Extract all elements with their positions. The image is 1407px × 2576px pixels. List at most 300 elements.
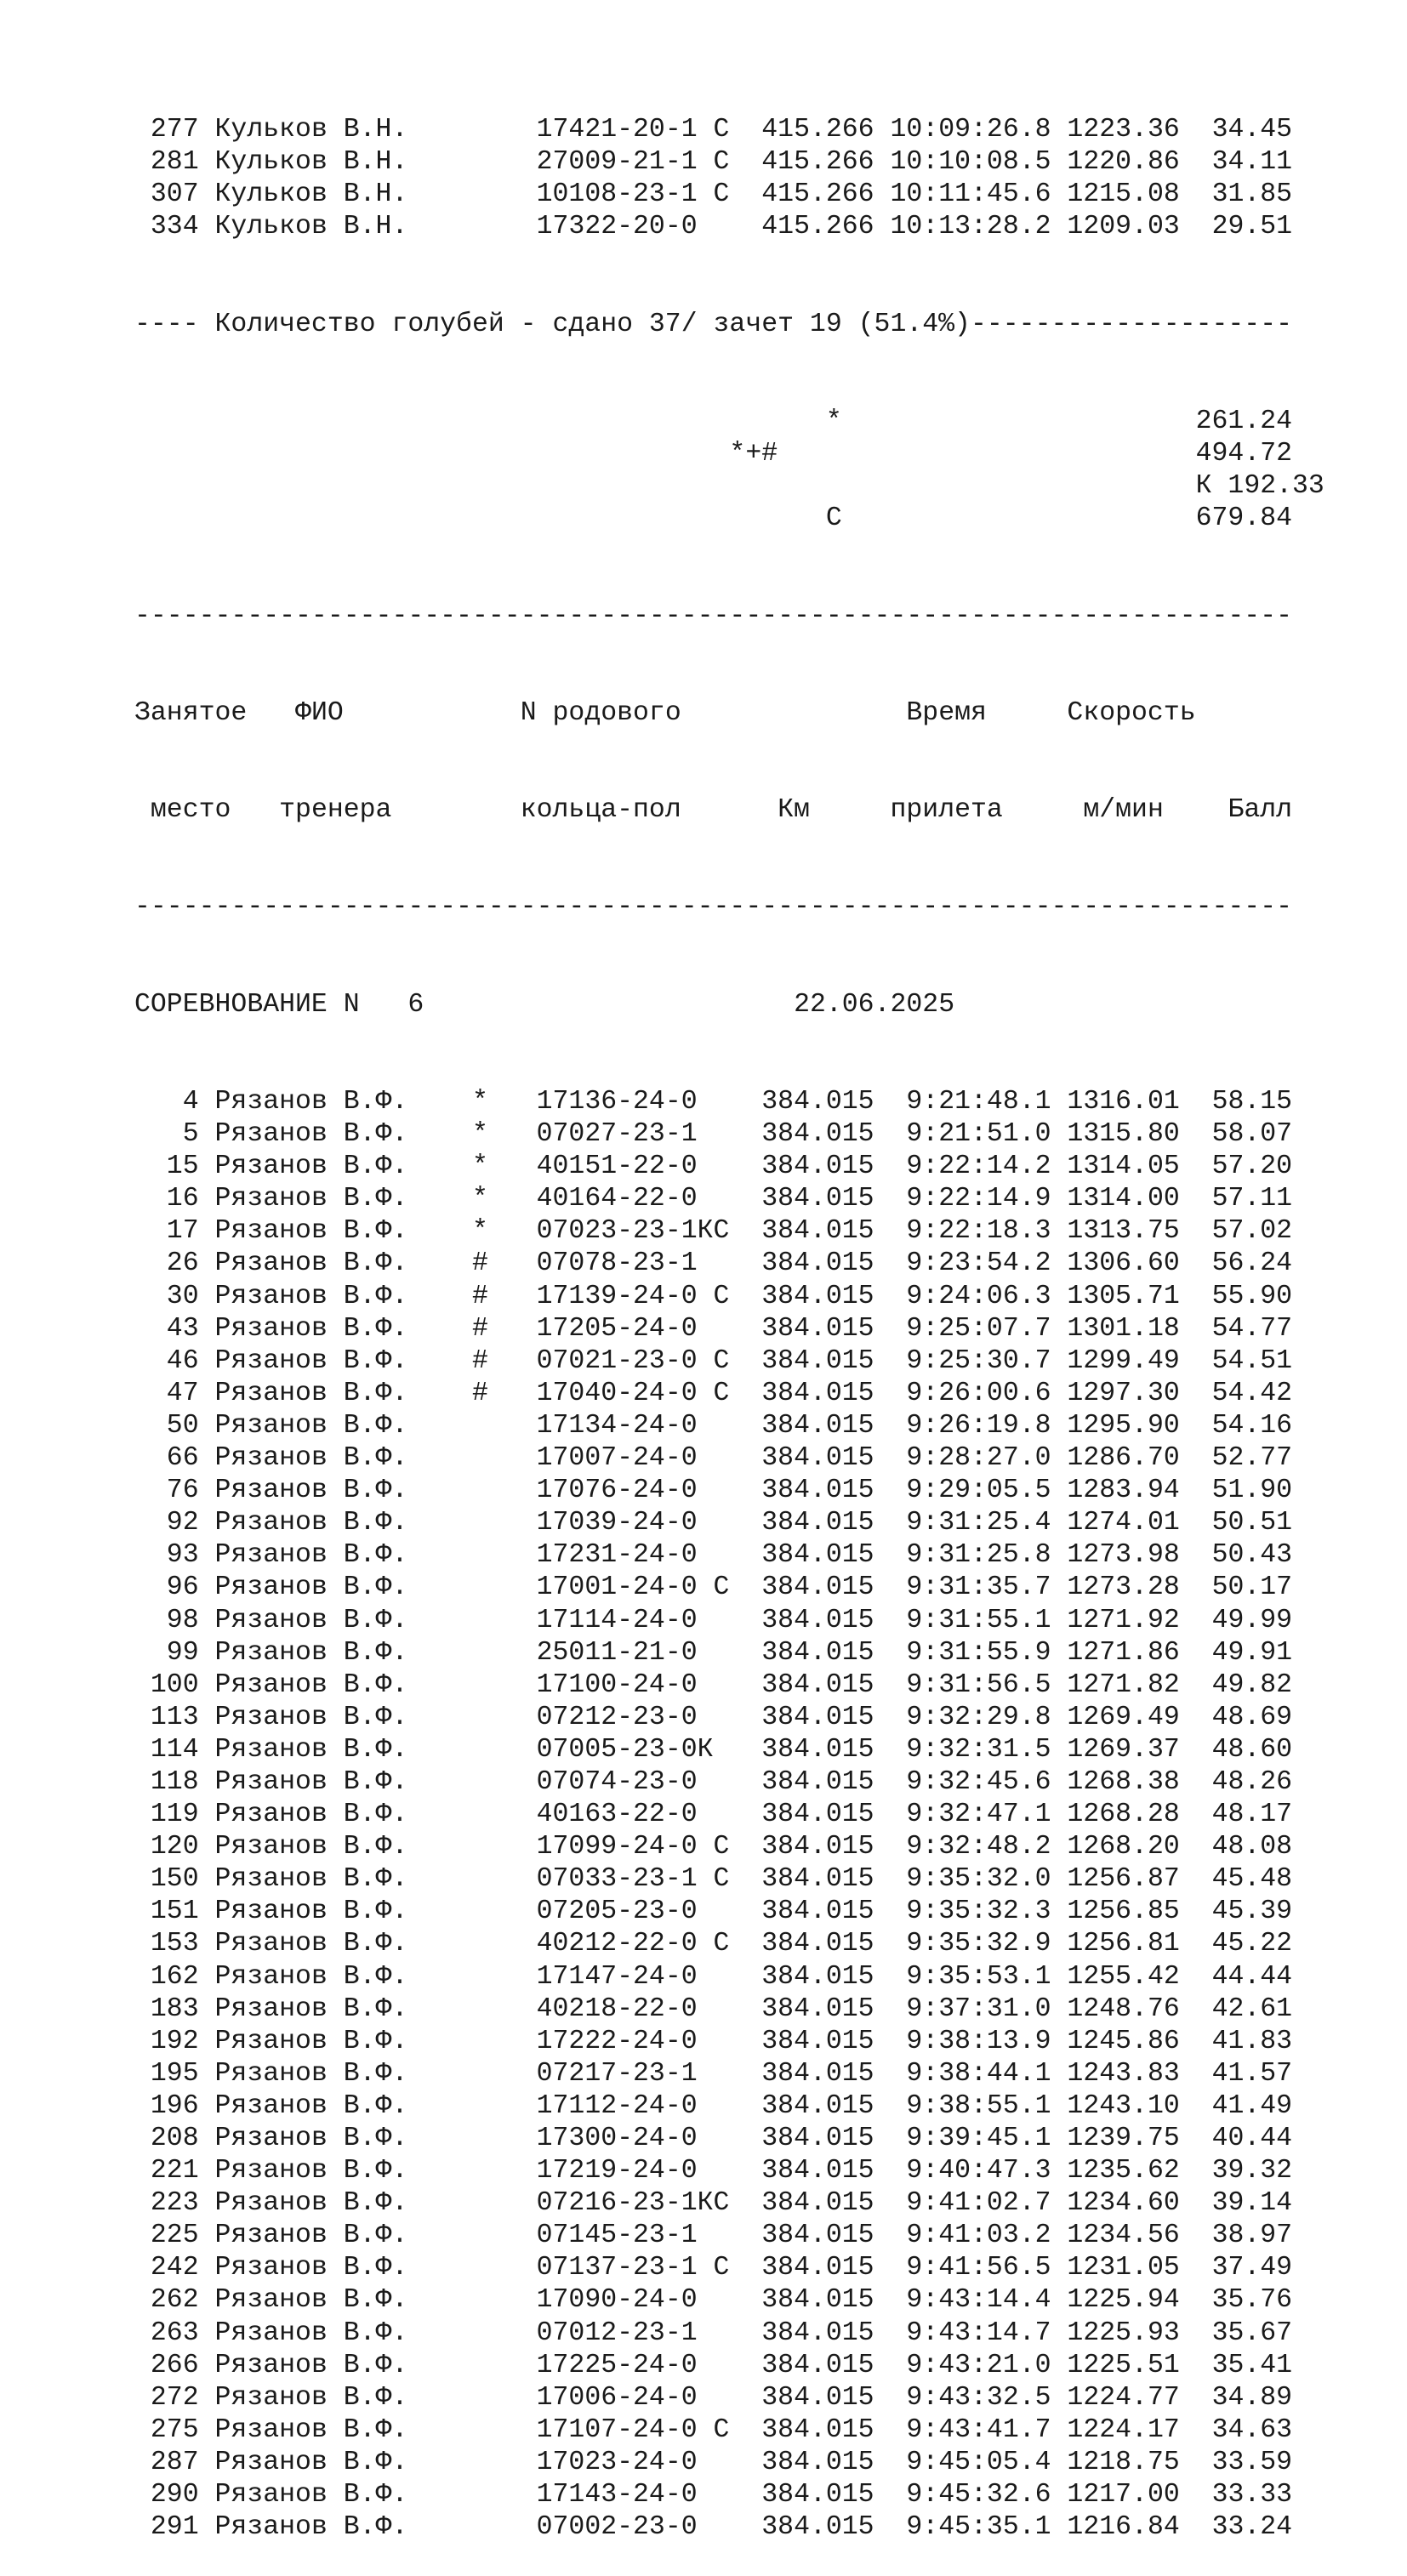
- score-cell: 54.42: [1179, 1378, 1293, 1408]
- mark-cell: [472, 2124, 537, 2153]
- table-row: [134, 1507, 1324, 1539]
- arrival-time-cell: 9:22:14.2: [890, 1152, 1051, 1182]
- trainer-name-cell: Рязанов В.Ф.: [214, 1087, 472, 1117]
- arrival-time-cell: 9:24:06.3: [890, 1281, 1051, 1311]
- mark-cell: [472, 1832, 537, 1862]
- mark-cell: [472, 1929, 537, 1959]
- ring-number-cell: 17023-24-0: [536, 2447, 746, 2477]
- place-cell: 153: [134, 1929, 199, 1959]
- trainer-name-cell: Рязанов В.Ф.: [214, 1864, 472, 1895]
- score-cell: 33.24: [1179, 2512, 1293, 2543]
- mark-cell: [472, 1638, 537, 1668]
- competition-gap: [424, 990, 794, 1020]
- table-row: [134, 1669, 1324, 1702]
- distance-cell: 415.266: [761, 147, 891, 178]
- ring-number-cell: 17231-24-0: [536, 1540, 746, 1571]
- score-cell: 38.97: [1179, 2221, 1293, 2251]
- score-cell: 49.91: [1179, 1637, 1293, 1668]
- mark-cell: [472, 115, 537, 145]
- summary-marks: [134, 406, 1324, 535]
- trainer-name-cell: Рязанов В.Ф.: [214, 2447, 472, 2477]
- arrival-time-cell: 9:41:02.7: [890, 2188, 1051, 2219]
- score-cell: 35.67: [1179, 2317, 1293, 2348]
- place-cell: 96: [134, 1572, 199, 1603]
- ring-number-cell: 07217-23-1: [536, 2058, 746, 2089]
- summary-mark-row: [134, 438, 1324, 470]
- trainer-name-cell: Рязанов В.Ф.: [214, 1766, 472, 1797]
- speed-cell: 1295.90: [1051, 1410, 1180, 1441]
- table-row: [134, 1896, 1324, 1928]
- distance-cell: 384.015: [761, 2285, 891, 2316]
- trainer-name-cell: Кульков В.Н.: [214, 147, 472, 178]
- column-header: прилета: [890, 795, 1003, 826]
- trainer-name-cell: Рязанов В.Ф.: [214, 1281, 472, 1311]
- score-cell: 39.32: [1179, 2156, 1293, 2186]
- ring-number-cell: 07137-23-1 С: [536, 2253, 746, 2283]
- mark-cell: [472, 1896, 537, 1926]
- ring-number-cell: 17006-24-0: [536, 2382, 746, 2413]
- distance-cell: 384.015: [761, 1864, 891, 1895]
- arrival-time-cell: 9:31:55.9: [890, 1637, 1051, 1668]
- trainer-name-cell: Рязанов В.Ф.: [214, 1216, 472, 1247]
- separator-rule: ------------------------------------------------------------------------: [134, 600, 1293, 631]
- mark-cell: #: [471, 1378, 537, 1408]
- score-cell: 29.51: [1179, 212, 1293, 242]
- distance-cell: 384.015: [761, 2447, 891, 2477]
- trainer-name-cell: Рязанов В.Ф.: [214, 1637, 472, 1668]
- place-cell: 192: [134, 2026, 199, 2056]
- trainer-name-cell: Рязанов В.Ф.: [214, 2285, 472, 2316]
- ring-number-cell: 17143-24-0: [536, 2480, 746, 2511]
- arrival-time-cell: 9:45:35.1: [890, 2512, 1051, 2543]
- mark-cell: [472, 1476, 537, 1505]
- summary-mark-row: [134, 503, 1324, 535]
- table-row: [134, 211, 1324, 243]
- ring-number-cell: 07012-23-1: [536, 2317, 746, 2348]
- mark-cell: #: [471, 1313, 537, 1344]
- table-row: [134, 1605, 1324, 1637]
- distance-cell: 384.015: [761, 1152, 891, 1182]
- score-cell: 51.90: [1179, 1476, 1293, 1506]
- mark-cell: *: [471, 1087, 537, 1117]
- place-cell: 47: [134, 1378, 199, 1408]
- arrival-time-cell: 10:13:28.2: [890, 212, 1051, 242]
- score-cell: 45.22: [1179, 1929, 1293, 1959]
- arrival-time-cell: 9:45:05.4: [890, 2447, 1051, 2477]
- mark-cell: #: [471, 1248, 537, 1279]
- distance-cell: 384.015: [761, 2382, 891, 2413]
- ring-number-cell: 07216-23-1КС: [536, 2188, 746, 2219]
- distance-cell: 384.015: [761, 1281, 891, 1311]
- table-row: [134, 1863, 1324, 1896]
- arrival-time-cell: 9:37:31.0: [890, 1993, 1051, 2024]
- score-cell: 48.26: [1179, 1766, 1293, 1797]
- trainer-name-cell: Кульков В.Н.: [214, 115, 472, 145]
- distance-cell: 384.015: [761, 2188, 891, 2219]
- trainer-name-cell: Рязанов В.Ф.: [214, 2026, 472, 2056]
- place-cell: 162: [134, 1961, 199, 1992]
- speed-cell: 1271.86: [1051, 1637, 1180, 1668]
- place-cell: 113: [134, 1702, 199, 1732]
- arrival-time-cell: 9:43:14.4: [890, 2285, 1051, 2316]
- arrival-time-cell: 10:09:26.8: [890, 115, 1051, 145]
- table-row: [134, 1410, 1324, 1442]
- place-cell: 291: [134, 2512, 199, 2543]
- ring-number-cell: 17100-24-0: [536, 1669, 746, 1700]
- arrival-time-cell: 9:35:32.0: [890, 1864, 1051, 1895]
- arrival-time-cell: 9:43:14.7: [890, 2317, 1051, 2348]
- place-cell: 272: [134, 2382, 199, 2413]
- arrival-time-cell: 9:31:55.1: [890, 1605, 1051, 1635]
- ring-number-cell: 17322-20-0: [536, 212, 746, 242]
- place-cell: 242: [134, 2253, 199, 2283]
- arrival-time-cell: 9:41:03.2: [890, 2221, 1051, 2251]
- speed-cell: 1239.75: [1051, 2124, 1180, 2153]
- score-cell: 37.49: [1179, 2253, 1293, 2283]
- summary-mark: *+#: [729, 439, 778, 469]
- distance-cell: 384.015: [761, 2512, 891, 2543]
- trainer-name-cell: Рязанов В.Ф.: [214, 2058, 472, 2089]
- place-cell: 46: [134, 1345, 199, 1376]
- ring-number-cell: 07033-23-1 С: [536, 1864, 746, 1895]
- column-header: м/мин: [1083, 795, 1164, 826]
- mark-cell: [472, 2383, 537, 2413]
- distance-cell: 384.015: [761, 1572, 891, 1603]
- score-cell: 56.24: [1179, 1248, 1293, 1279]
- distance-cell: 384.015: [761, 2058, 891, 2089]
- trainer-name-cell: Рязанов В.Ф.: [214, 2124, 472, 2153]
- mark-cell: [472, 2188, 537, 2218]
- distance-cell: 384.015: [761, 2124, 891, 2153]
- score-cell: 35.41: [1179, 2350, 1293, 2380]
- trainer-name-cell: Рязанов В.Ф.: [214, 1119, 472, 1150]
- summary-line: ---- Количество голубей - сдано 37/ зачет 19 (51.4%)--------------------: [134, 309, 1293, 339]
- mark-cell: [472, 1606, 537, 1635]
- distance-cell: 384.015: [761, 2350, 891, 2380]
- arrival-time-cell: 9:25:07.7: [890, 1313, 1051, 1344]
- arrival-time-cell: 9:43:41.7: [890, 2414, 1051, 2445]
- speed-cell: 1268.28: [1051, 1800, 1180, 1830]
- place-cell: 5: [134, 1119, 199, 1150]
- ring-number-cell: 17001-24-0 С: [536, 1572, 746, 1603]
- trainer-name-cell: Рязанов В.Ф.: [214, 1410, 472, 1441]
- mark-cell: [472, 2091, 537, 2121]
- mark-cell: [472, 2512, 537, 2542]
- arrival-time-cell: 9:31:56.5: [890, 1669, 1051, 1700]
- arrival-time-cell: 9:32:45.6: [890, 1766, 1051, 1797]
- table-row: [134, 2090, 1324, 2123]
- speed-cell: 1283.94: [1051, 1476, 1180, 1506]
- table-row: [134, 2382, 1324, 2414]
- summary-mark-row: [134, 470, 1324, 503]
- distance-cell: 384.015: [761, 1832, 891, 1862]
- score-cell: 34.63: [1179, 2414, 1293, 2445]
- speed-cell: 1224.17: [1051, 2414, 1180, 2445]
- table-row: [134, 2123, 1324, 2155]
- speed-cell: 1256.85: [1051, 1896, 1180, 1927]
- trainer-name-cell: Рязанов В.Ф.: [214, 1929, 472, 1959]
- place-cell: 93: [134, 1540, 199, 1571]
- ring-number-cell: 07074-23-0: [536, 1766, 746, 1797]
- score-cell: 42.61: [1179, 1993, 1293, 2024]
- score-cell: 45.48: [1179, 1864, 1293, 1895]
- trainer-name-cell: Рязанов В.Ф.: [214, 1508, 472, 1538]
- speed-cell: 1209.03: [1051, 212, 1180, 242]
- trainer-name-cell: Рязанов В.Ф.: [214, 2414, 472, 2445]
- mark-cell: [472, 1411, 537, 1441]
- speed-cell: 1313.75: [1051, 1216, 1180, 1247]
- speed-cell: 1256.87: [1051, 1864, 1180, 1895]
- table-row: [134, 1993, 1324, 2026]
- table-row: [134, 1118, 1324, 1151]
- trainer-name-cell: Рязанов В.Ф.: [214, 1184, 472, 1214]
- distance-cell: 384.015: [761, 1345, 891, 1376]
- score-cell: 54.16: [1179, 1410, 1293, 1441]
- column-header: Занятое: [134, 697, 248, 728]
- ring-number-cell: 17222-24-0: [536, 2026, 746, 2056]
- mark-cell: [472, 2059, 537, 2089]
- score-cell: 48.60: [1179, 1734, 1293, 1765]
- score-cell: 52.77: [1179, 1443, 1293, 1474]
- place-cell: 281: [134, 147, 199, 178]
- speed-cell: 1315.80: [1051, 1119, 1180, 1150]
- score-cell: 39.14: [1179, 2188, 1293, 2219]
- place-cell: 262: [134, 2285, 199, 2316]
- table-row: [134, 1702, 1324, 1734]
- arrival-time-cell: 9:25:30.7: [890, 1345, 1051, 1376]
- speed-cell: 1256.81: [1051, 1929, 1180, 1959]
- distance-cell: 384.015: [761, 1378, 891, 1408]
- speed-cell: 1274.01: [1051, 1508, 1180, 1538]
- score-cell: 31.85: [1179, 179, 1293, 210]
- mark-cell: [472, 1864, 537, 1894]
- trainer-name-cell: Рязанов В.Ф.: [214, 1572, 472, 1603]
- speed-cell: 1297.30: [1051, 1378, 1180, 1408]
- distance-cell: 384.015: [761, 1087, 891, 1117]
- mark-cell: [472, 2221, 537, 2250]
- trainer-name-cell: Рязанов В.Ф.: [214, 2253, 472, 2283]
- table-row: [134, 1183, 1324, 1215]
- arrival-time-cell: 9:38:44.1: [890, 2058, 1051, 2089]
- mark-cell: [472, 2253, 537, 2283]
- score-cell: 50.43: [1179, 1540, 1293, 1571]
- results-table: [134, 1086, 1324, 2544]
- distance-cell: 384.015: [761, 1702, 891, 1732]
- score-cell: 33.33: [1179, 2480, 1293, 2511]
- place-cell: 76: [134, 1476, 199, 1506]
- trainer-name-cell: Рязанов В.Ф.: [214, 1248, 472, 1279]
- arrival-time-cell: 9:26:00.6: [890, 1378, 1051, 1408]
- score-cell: 50.17: [1179, 1572, 1293, 1603]
- score-cell: 45.39: [1179, 1896, 1293, 1927]
- speed-cell: 1316.01: [1051, 1087, 1180, 1117]
- trainer-name-cell: Рязанов В.Ф.: [214, 1993, 472, 2024]
- mark-cell: [472, 1703, 537, 1732]
- column-header: место: [150, 795, 231, 826]
- table-row: [134, 2479, 1324, 2511]
- column-header: Км: [778, 795, 810, 826]
- table-row: [134, 1572, 1324, 1604]
- ring-number-cell: 40151-22-0: [536, 1152, 746, 1182]
- place-cell: 307: [134, 179, 199, 210]
- score-cell: 35.76: [1179, 2285, 1293, 2316]
- speed-cell: 1268.20: [1051, 1832, 1180, 1862]
- trainer-name-cell: Рязанов В.Ф.: [214, 1443, 472, 1474]
- table-row: [134, 2447, 1324, 2479]
- summary-value: 192.33: [1228, 471, 1324, 502]
- speed-cell: 1271.92: [1051, 1605, 1180, 1635]
- arrival-time-cell: 9:35:32.9: [890, 1929, 1051, 1959]
- column-header: N родового: [520, 697, 681, 728]
- trainer-name-cell: Рязанов В.Ф.: [214, 2480, 472, 2511]
- speed-cell: 1225.51: [1051, 2350, 1180, 2380]
- score-cell: 58.15: [1179, 1087, 1293, 1117]
- place-cell: 100: [134, 1669, 199, 1700]
- distance-cell: 384.015: [761, 1766, 891, 1797]
- distance-cell: 384.015: [761, 1540, 891, 1571]
- place-cell: 150: [134, 1864, 199, 1895]
- distance-cell: 384.015: [761, 1896, 891, 1927]
- mark-cell: *: [471, 1184, 537, 1214]
- place-cell: 183: [134, 1993, 199, 2024]
- place-cell: 151: [134, 1896, 199, 1927]
- speed-cell: 1225.94: [1051, 2285, 1180, 2316]
- mark-cell: [472, 1508, 537, 1538]
- arrival-time-cell: 9:38:55.1: [890, 2090, 1051, 2121]
- place-cell: 92: [134, 1508, 199, 1538]
- arrival-time-cell: 9:31:25.4: [890, 1508, 1051, 1538]
- speed-cell: 1217.00: [1051, 2480, 1180, 2511]
- distance-cell: 384.015: [761, 2317, 891, 2348]
- speed-cell: 1273.28: [1051, 1572, 1180, 1603]
- arrival-time-cell: 9:32:48.2: [890, 1832, 1051, 1862]
- place-cell: 334: [134, 212, 199, 242]
- trainer-name-cell: Рязанов В.Ф.: [214, 1669, 472, 1700]
- trainer-name-cell: Рязанов В.Ф.: [214, 1734, 472, 1765]
- ring-number-cell: 17147-24-0: [536, 1961, 746, 1992]
- score-cell: 54.77: [1179, 1313, 1293, 1344]
- distance-cell: 384.015: [761, 1637, 891, 1668]
- trainer-name-cell: Рязанов В.Ф.: [214, 2156, 472, 2186]
- ring-number-cell: 07023-23-1КС: [536, 1216, 746, 1247]
- place-cell: 290: [134, 2480, 199, 2511]
- distance-cell: 384.015: [761, 1605, 891, 1635]
- ring-number-cell: 17114-24-0: [536, 1605, 746, 1635]
- arrival-time-cell: 9:39:45.1: [890, 2124, 1051, 2153]
- distance-cell: 384.015: [761, 1961, 891, 1992]
- table-row: [134, 1928, 1324, 1960]
- score-cell: 49.99: [1179, 1605, 1293, 1635]
- table-row: [134, 1734, 1324, 1766]
- trainer-name-cell: Рязанов В.Ф.: [214, 2090, 472, 2121]
- score-cell: 41.49: [1179, 2090, 1293, 2121]
- trainer-name-cell: Рязанов В.Ф.: [214, 2317, 472, 2348]
- place-cell: 16: [134, 1184, 199, 1214]
- place-cell: 98: [134, 1605, 199, 1635]
- competition-title-line: [134, 989, 1324, 1021]
- speed-cell: 1305.71: [1051, 1281, 1180, 1311]
- table-row: [134, 1539, 1324, 1572]
- ring-number-cell: 17076-24-0: [536, 1476, 746, 1506]
- ring-number-cell: 40163-22-0: [536, 1800, 746, 1830]
- trainer-name-cell: Рязанов В.Ф.: [214, 1345, 472, 1376]
- distance-cell: 384.015: [761, 1410, 891, 1441]
- competition-label: СОРЕВНОВАНИЕ N: [134, 989, 360, 1020]
- distance-cell: 384.015: [761, 1313, 891, 1344]
- distance-cell: 384.015: [761, 1476, 891, 1506]
- arrival-time-cell: 9:32:29.8: [890, 1702, 1051, 1732]
- arrival-time-cell: 9:35:53.1: [890, 1961, 1051, 1992]
- score-cell: 48.69: [1179, 1702, 1293, 1732]
- speed-cell: 1269.37: [1051, 1734, 1180, 1765]
- speed-cell: 1225.93: [1051, 2317, 1180, 2348]
- speed-cell: 1269.49: [1051, 1702, 1180, 1732]
- summary-mark: *: [825, 407, 842, 437]
- table-row: [134, 2414, 1324, 2447]
- summary-mark: С: [825, 503, 842, 534]
- arrival-time-cell: 9:22:14.9: [890, 1184, 1051, 1214]
- speed-cell: 1243.83: [1051, 2058, 1180, 2089]
- ring-number-cell: 07145-23-1: [536, 2221, 746, 2251]
- mark-cell: [472, 2448, 537, 2477]
- mark-cell: #: [471, 1345, 537, 1376]
- score-cell: 58.07: [1179, 1119, 1293, 1150]
- speed-cell: 1268.38: [1051, 1766, 1180, 1797]
- column-header: Время: [906, 697, 987, 728]
- table-row: [134, 2155, 1324, 2187]
- place-cell: 225: [134, 2221, 199, 2251]
- speed-cell: 1243.10: [1051, 2090, 1180, 2121]
- arrival-time-cell: 9:22:18.3: [890, 1216, 1051, 1247]
- ring-number-cell: 07205-23-0: [536, 1896, 746, 1927]
- table-row: [134, 114, 1324, 146]
- table-row: [134, 1086, 1324, 1118]
- ring-number-cell: 07212-23-0: [536, 1702, 746, 1732]
- mark-cell: [472, 1800, 537, 1829]
- column-header-line-2: [134, 794, 1324, 827]
- score-cell: 57.20: [1179, 1152, 1293, 1182]
- arrival-time-cell: 10:10:08.5: [890, 147, 1051, 178]
- ring-number-cell: 07002-23-0: [536, 2512, 746, 2543]
- trainer-name-cell: Кульков В.Н.: [214, 212, 472, 242]
- mark-cell: [472, 2351, 537, 2380]
- arrival-time-cell: 9:41:56.5: [890, 2253, 1051, 2283]
- mark-cell: [472, 2027, 537, 2056]
- ring-number-cell: 17112-24-0: [536, 2090, 746, 2121]
- distance-cell: 384.015: [761, 1119, 891, 1150]
- arrival-time-cell: 9:43:32.5: [890, 2382, 1051, 2413]
- ring-number-cell: 40212-22-0 С: [536, 1929, 746, 1959]
- score-cell: 54.51: [1179, 1345, 1293, 1376]
- trainer-name-cell: Рязанов В.Ф.: [214, 1832, 472, 1862]
- mark-cell: [472, 1767, 537, 1797]
- place-cell: 15: [134, 1152, 199, 1182]
- score-cell: 55.90: [1179, 1281, 1293, 1311]
- trainer-name-cell: Рязанов В.Ф.: [214, 1800, 472, 1830]
- distance-cell: 384.015: [761, 1734, 891, 1765]
- table-row: [134, 1345, 1324, 1378]
- speed-cell: 1220.86: [1051, 147, 1180, 178]
- arrival-time-cell: 9:43:21.0: [890, 2350, 1051, 2380]
- ring-number-cell: 40164-22-0: [536, 1184, 746, 1214]
- ring-number-cell: 17007-24-0: [536, 1443, 746, 1474]
- place-cell: 208: [134, 2124, 199, 2153]
- trainer-name-cell: Рязанов В.Ф.: [214, 2382, 472, 2413]
- distance-cell: 384.015: [761, 2090, 891, 2121]
- place-cell: 275: [134, 2414, 199, 2445]
- speed-cell: 1271.82: [1051, 1669, 1180, 1700]
- competition-date: 22.06.2025: [794, 989, 955, 1020]
